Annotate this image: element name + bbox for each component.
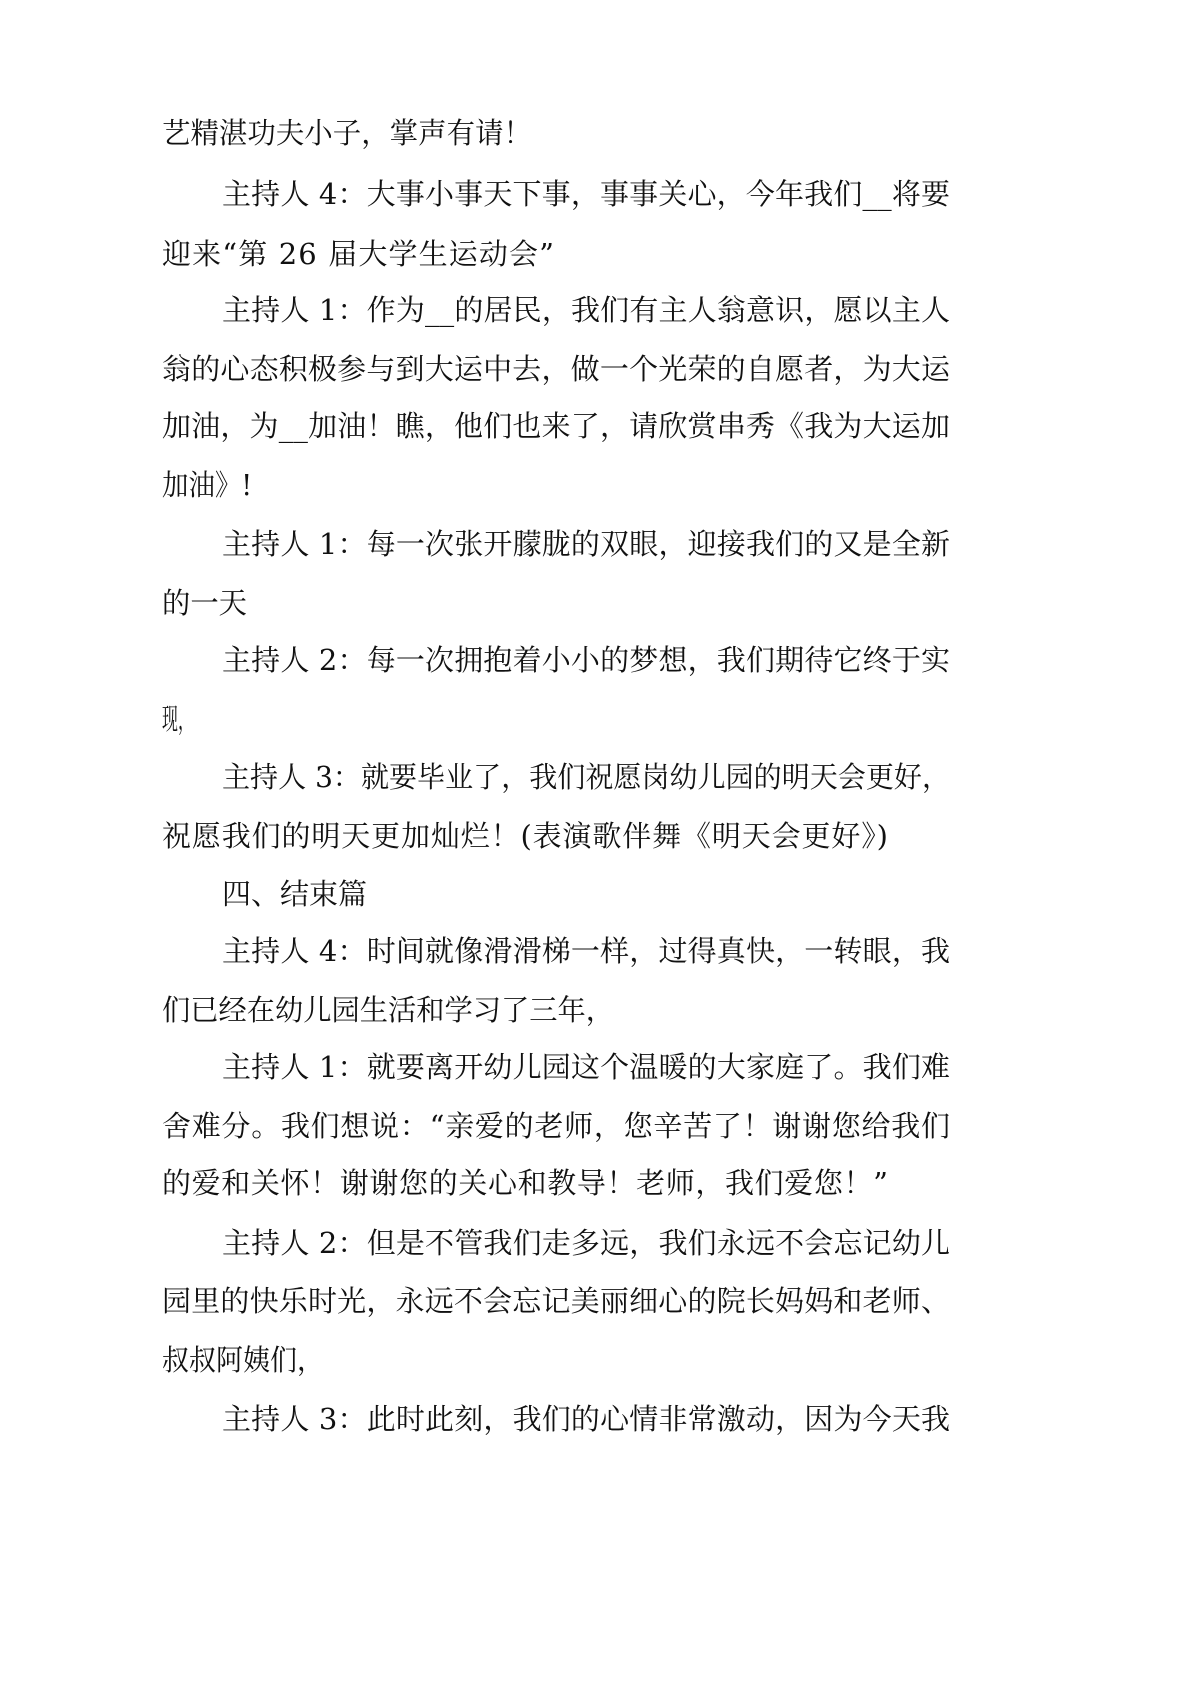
text-line-content: 的一天: [162, 586, 247, 620]
text-line-content: 主持人 3：此时此刻，我们的心情非常激动，因为今天我: [222, 1402, 951, 1436]
text-line-content: 主持人 1：就要离开幼儿园这个温暖的大家庭了。我们难: [222, 1050, 951, 1084]
text-line-content: 迎来“第 26 届大学生运动会”: [162, 237, 556, 271]
paragraph-first-line: [0, 514, 1200, 574]
text-line-content: 主持人 3：就要毕业了，我们祝愿岗幼儿园的明天会更好，: [222, 760, 950, 794]
text-line-content: 主持人 1：作为__的居民，我们有主人翁意识，愿以主人: [222, 293, 951, 327]
text-line: [0, 1096, 1200, 1156]
text-line: [0, 396, 1200, 456]
section-heading: [0, 864, 1200, 924]
paragraph-first-line: [0, 1037, 1200, 1097]
text-line-content: 祝愿我们的明天更加灿烂！(表演歌伴舞《明天会更好》): [162, 819, 889, 853]
paragraph-first-line: [0, 921, 1200, 981]
paragraph-first-line: [0, 164, 1200, 224]
text-line-content: 主持人 1：每一次张开朦胧的双眼，迎接我们的又是全新: [222, 527, 951, 561]
text-line-content: 舍难分。我们想说：“亲爱的老师，您辛苦了！谢谢您给我们: [162, 1109, 951, 1143]
paragraph-first-line: [0, 1389, 1200, 1449]
text-line-content: 的爱和关怀！谢谢您的关心和教导！老师，我们爱您！”: [162, 1166, 889, 1200]
text-line: [0, 1271, 1200, 1331]
paragraph-first-line: [0, 1213, 1200, 1273]
text-line-content: 主持人 4：大事小事天下事，事事关心，今年我们__将要: [222, 177, 951, 211]
text-line: [0, 224, 1200, 284]
text-line: [0, 1330, 1200, 1390]
text-line-content: 加油，为__加油！瞧，他们也来了，请欣赏串秀《我为大运加: [162, 409, 951, 443]
text-line: [0, 339, 1200, 399]
text-line: [0, 455, 1200, 515]
paragraph-first-line: [0, 630, 1200, 690]
text-line-content: 园里的快乐时光，永远不会忘记美丽细心的院长妈妈和老师、: [162, 1284, 951, 1318]
paragraph-first-line: [0, 747, 1200, 807]
text-line: [0, 689, 1200, 749]
text-line-content: 们已经在幼儿园生活和学习了三年，: [162, 993, 614, 1027]
text-line-content: 主持人 2：每一次拥抱着小小的梦想，我们期待它终于实: [222, 643, 951, 677]
text-line-content: 翁的心态积极参与到大运中去，做一个光荣的自愿者，为大运: [162, 352, 951, 386]
text-line: [0, 103, 1200, 163]
text-line-content: 主持人 4：时间就像滑滑梯一样，过得真快，一转眼，我: [222, 934, 951, 968]
text-line-content: 叔叔阿姨们，: [162, 1343, 324, 1377]
text-line: [0, 980, 1200, 1040]
text-line-content: 加油》!: [162, 468, 252, 502]
text-line-content: 主持人 2：但是不管我们走多远，我们永远不会忘记幼儿: [222, 1226, 951, 1260]
text-line: [0, 573, 1200, 633]
text-line-content: 四、结束篇: [222, 877, 367, 911]
text-line: [0, 1153, 1200, 1213]
text-line: [0, 806, 1200, 866]
text-line-content: 现，: [162, 702, 194, 736]
text-line-content: 艺精湛功夫小子，掌声有请！: [162, 116, 532, 150]
paragraph-first-line: [0, 280, 1200, 340]
